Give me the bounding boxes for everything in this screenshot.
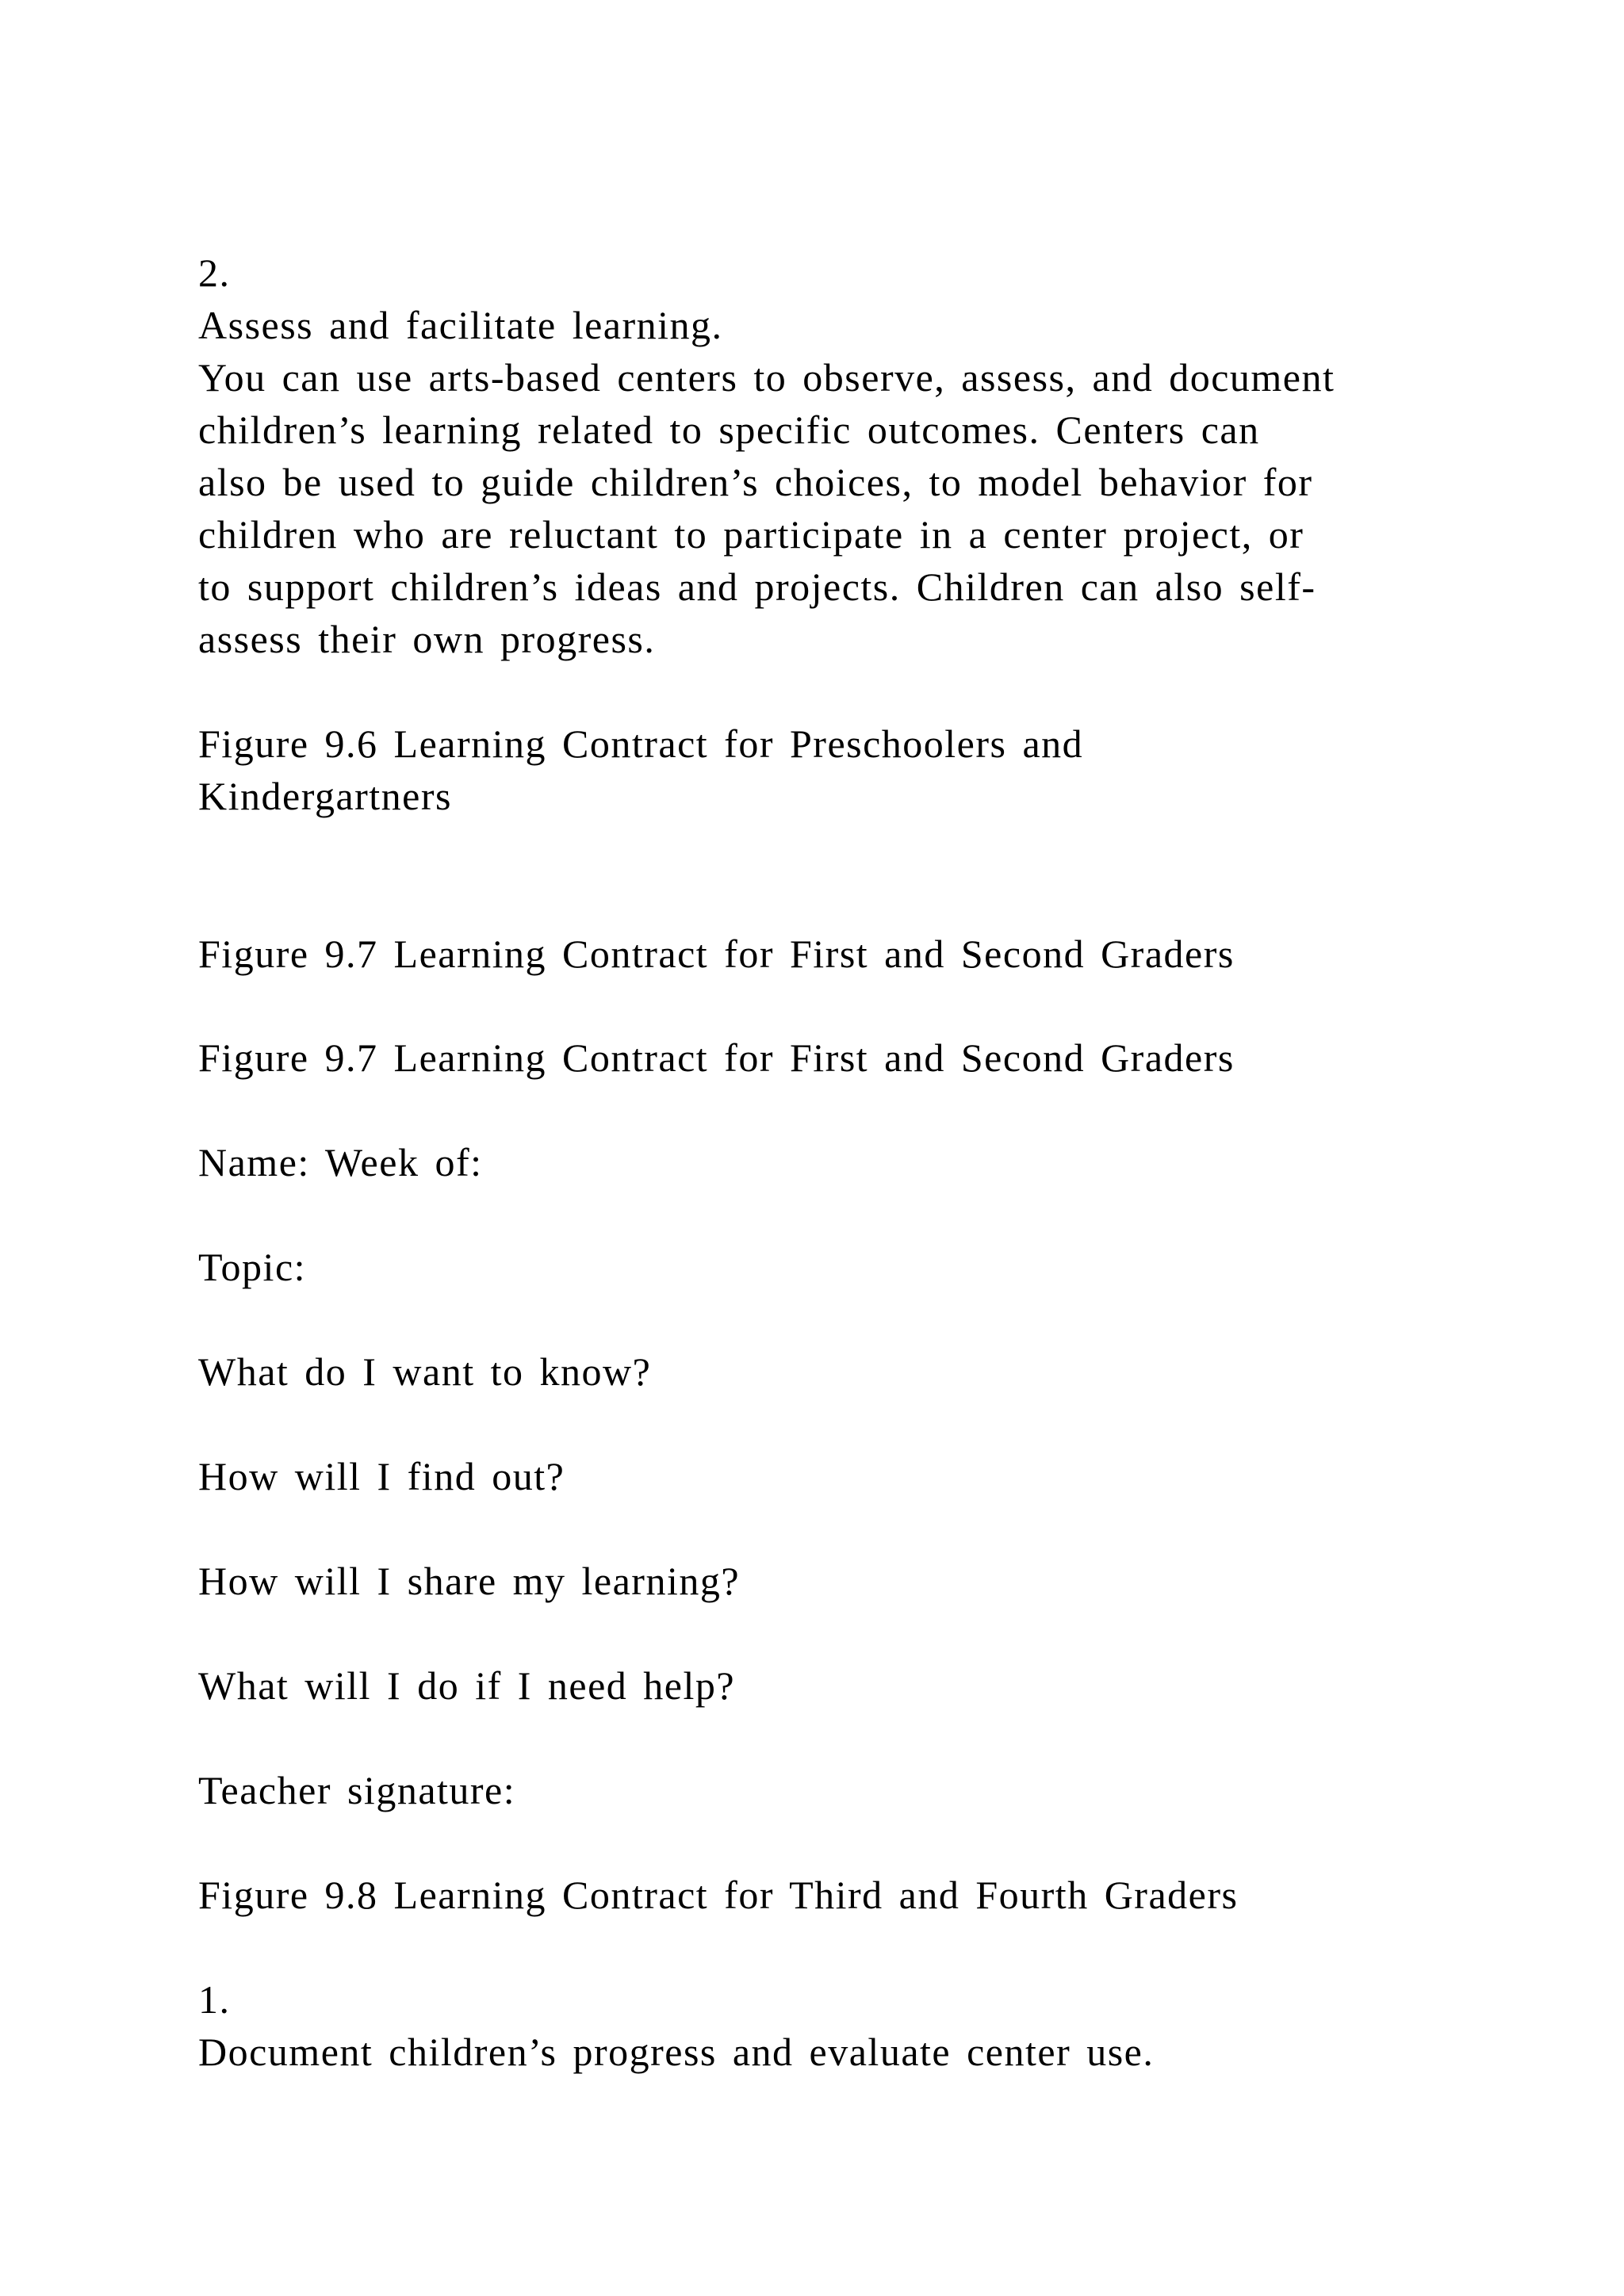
contract-name-week: Name: Week of:: [198, 1140, 483, 1184]
paragraph-line: to support children’s ideas and projects. Children can also self-: [198, 564, 1316, 609]
section-heading: Document children’s progress and evaluate center use.: [198, 2030, 1155, 2074]
contract-topic: Topic:: [198, 1245, 307, 1289]
paragraph-line: also be used to guide children’s choices, to model behavior for: [198, 460, 1313, 504]
contract-question: How will I find out?: [198, 1454, 565, 1498]
paragraph-line: assess their own progress.: [198, 617, 656, 661]
paragraph-line: You can use arts-based centers to observe, assess, and document: [198, 355, 1335, 400]
contract-signature: Teacher signature:: [198, 1768, 516, 1812]
section-number: 2.: [198, 251, 231, 295]
section-heading: Assess and facilitate learning.: [198, 303, 723, 347]
paragraph-line: children’s learning related to specific outcomes. Centers can: [198, 408, 1260, 452]
paragraph-line: children who are reluctant to participate in a center project, or: [198, 512, 1304, 557]
figure-caption: Figure 9.6 Learning Contract for Preschoolers and: [198, 721, 1084, 766]
contract-question: What will I do if I need help?: [198, 1663, 736, 1708]
contract-question: How will I share my learning?: [198, 1559, 741, 1603]
figure-caption: Figure 9.7 Learning Contract for First and Second Graders: [198, 1035, 1235, 1080]
figure-caption: Figure 9.8 Learning Contract for Third and Fourth Graders: [198, 1873, 1239, 1917]
section-number: 1.: [198, 1977, 231, 2022]
figure-caption-continued: Kindergartners: [198, 774, 452, 818]
contract-question: What do I want to know?: [198, 1349, 652, 1394]
figure-caption: Figure 9.7 Learning Contract for First and Second Graders: [198, 932, 1235, 976]
